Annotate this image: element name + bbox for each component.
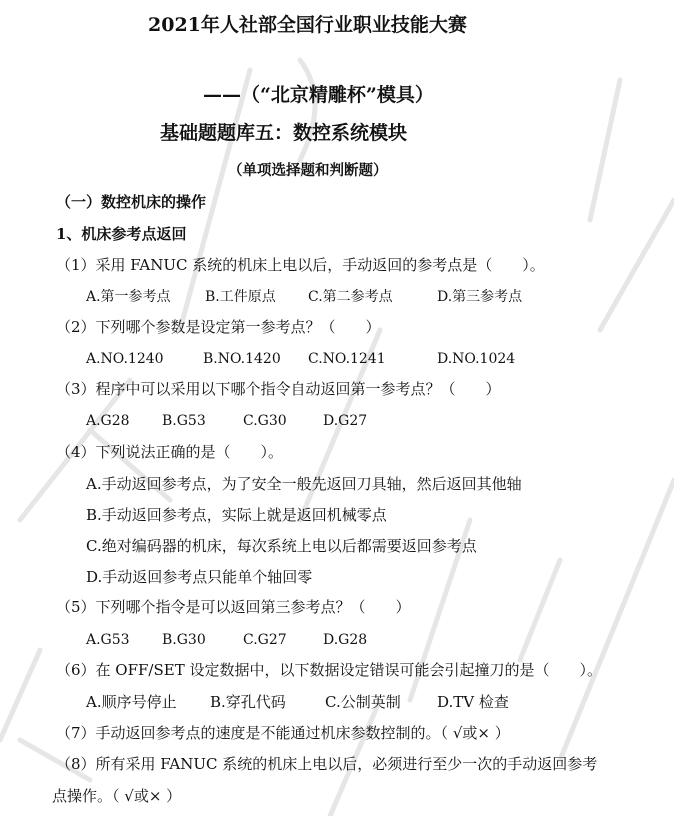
question-6: （6）在 OFF/SET 设定数据中，以下数据设定错误可能会引起撞刀的是（ ）。 [56,661,602,679]
option: B.工件原点 [205,289,276,305]
question-2: （2）下列哪个参数是设定第一参考点？（ ） [56,318,381,336]
watermark-stroke [520,560,560,660]
option: B.穿孔代码 [210,693,286,711]
option: B.G30 [162,632,206,648]
question-8-continued: 点操作。（ √或× ） [52,787,182,805]
option: D.第三参考点 [437,289,523,305]
watermark-stroke [600,200,674,330]
option: B.NO.1420 [203,351,281,367]
option: A.手动返回参考点，为了安全一般先返回刀具轴，然后返回其他轴 [86,475,522,493]
option: C.G27 [243,632,287,648]
option: C.公制英制 [325,693,401,711]
question-3: （3）程序中可以采用以下哪个指令自动返回第一参考点？（ ） [56,380,501,398]
watermark-stroke [590,80,620,220]
option: A.顺序号停止 [86,693,177,711]
document-heading: 基础题题库五：数控系统模块 [160,122,408,144]
question-4: （4）下列说法正确的是（ ）。 [56,443,284,461]
question-types: （单项选择题和判断题） [228,162,388,179]
option: D.手动返回参考点只能单个轴回零 [86,568,313,586]
option: D.NO.1024 [437,351,516,367]
option: D.TV 检查 [437,693,509,711]
question-7: （7）手动返回参考点的速度是不能通过机床参数控制的。（ √或× ） [56,724,510,742]
question-8: （8）所有采用 FANUC 系统的机床上电以后，必须进行至少一次的手动返回参考 [56,755,598,773]
section-heading: （一）数控机床的操作 [56,193,207,211]
option: B.G53 [162,413,206,429]
option: A.G28 [86,413,130,429]
watermark-stroke [560,480,674,760]
question-5: （5）下列哪个指令是可以返回第三参考点？（ ） [56,598,411,616]
option: A.NO.1240 [86,351,164,367]
option: B.手动返回参考点，实际上就是返回机械零点 [86,506,387,524]
option: D.G28 [323,632,368,648]
option: C.第二参考点 [308,289,393,305]
option: C.NO.1241 [308,351,386,367]
watermark-stroke [300,60,315,160]
option: C.G30 [243,413,287,429]
document-subtitle: ——（“北京精雕杯”模具） [203,84,434,106]
option: A.第一参考点 [86,289,171,305]
watermark-stroke [0,650,40,740]
option: A.G53 [86,632,130,648]
document-title: 2021年人社部全国行业职业技能大赛 [148,14,467,36]
option: D.G27 [323,413,368,429]
option: C.绝对编码器的机床，每次系统上电以后都需要返回参考点 [86,537,477,555]
subsection-heading: 1、机床参考点返回 [56,225,187,243]
question-1: （1）采用 FANUC 系统的机床上电以后，手动返回的参考点是（ ）。 [56,256,545,274]
